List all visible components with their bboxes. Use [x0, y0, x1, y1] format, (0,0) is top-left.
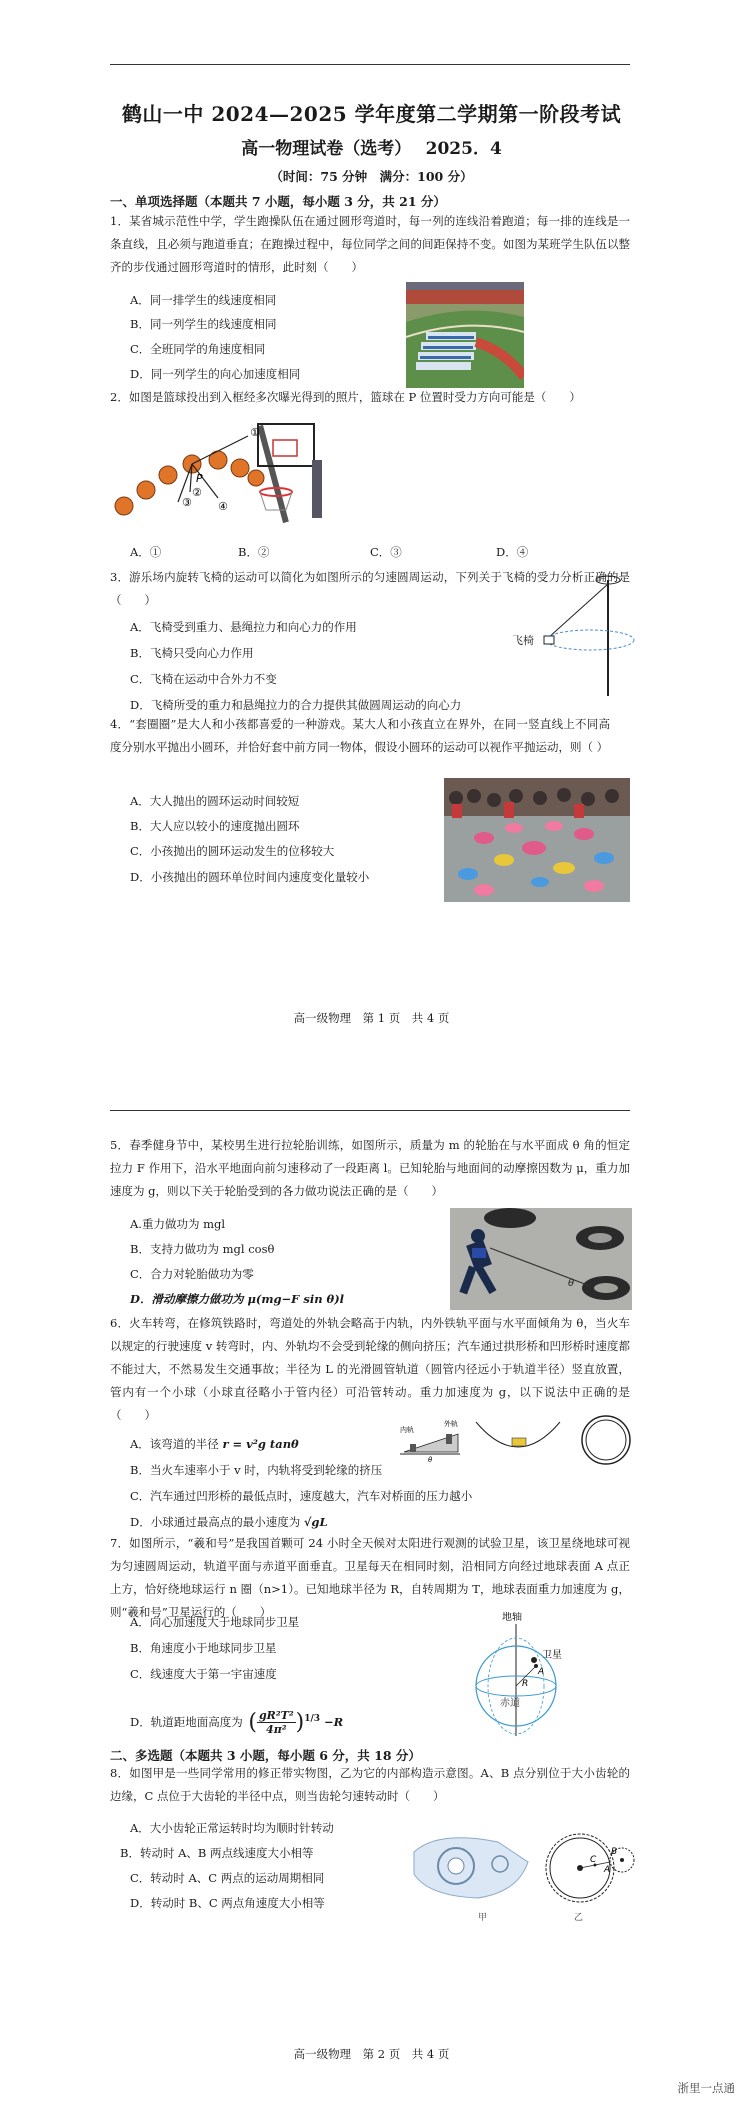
question-3-stem: 3．游乐场内旋转飞椅的运动可以简化为如图所示的匀速圆周运动，下列关于飞椅的受力分析正确的是（ ）	[110, 570, 630, 607]
earth-axis-label: 地轴	[502, 1612, 522, 1623]
q5-option-b[interactable]: B．支持力做功为 mgl cosθ	[130, 1242, 275, 1256]
q7-d-exponent: 1/3	[304, 1714, 321, 1724]
q7-d-numerator: gR²T²	[258, 1709, 294, 1723]
q7-d-tail: −R	[324, 1714, 344, 1729]
question-5-stem: 5．春季健身节中，某校男生进行拉轮胎训练，如图所示，质量为 m 的轮胎在与水平面成 θ 角的恒定拉力 F 作用下，沿水平地面向前匀速移动了一段距离 l。已知轮胎与地面间的动摩擦因数为 μ，重力加速度为 g，则以下关于轮胎受到的各力做功说法正确的是（ ）	[110, 1138, 630, 1198]
radius-label: R	[522, 1679, 529, 1689]
point-a-label: A	[538, 1667, 545, 1677]
q4-option-d[interactable]: D．小孩抛出的圆环单位时间内速度变化量较小	[130, 870, 370, 884]
q7-option-d[interactable]: D．轨道距地面高度为 ( $\frac{\text{gR²T²}}{\text{4π²}}$ )$^{1/3}$ −R	[130, 1709, 344, 1737]
tire-pulling-photo	[450, 1208, 632, 1310]
q3-option-d[interactable]: D．飞椅所受的重力和悬绳拉力的合力提供其做圆周运动的向心力	[130, 698, 462, 712]
figure-yi-label: 乙	[574, 1913, 584, 1923]
q3-option-a[interactable]: A．飞椅受到重力、悬绳拉力和向心力的作用	[130, 620, 357, 634]
q2-options	[130, 544, 560, 560]
q1-option-c[interactable]: C．全班同学的角速度相同	[130, 342, 266, 356]
question-7-stem: 7．如图所示，“羲和号”是我国首颗可 24 小时全天候对太阳进行观测的试验卫星，该卫星绕地球可视为匀速圆周运动，轨道平面与赤道平面垂直。卫星每天在相同时刻，沿相同方向经过地球表面 A 点正上方，恰好绕地球运行 n 圈（n>1）。已知地球半径为 R，自转周期为 T，地球表面重力加速度为 g，则“羲和号”卫星运行的（ ）	[110, 1536, 630, 1619]
q8-option-d[interactable]: D．转动时 B、C 两点角速度大小相等	[130, 1896, 325, 1910]
point-b-gear: B	[611, 1847, 618, 1857]
section-multi-choice: 二、多选题（本题共 3 小题，每小题 6 分，共 18 分）	[110, 1748, 421, 1763]
correction-tape-figure	[408, 1822, 636, 1924]
q5-option-d[interactable]: D．滑动摩擦力做功为 μ(mg−F sin θ)l	[130, 1292, 345, 1306]
flying-chair-figure	[510, 566, 635, 698]
exam-subtitle: 高一物理试卷（选考） 2025．4	[241, 139, 502, 159]
q5-option-c[interactable]: C．合力对轮胎做功为零	[130, 1267, 254, 1281]
q4-option-b[interactable]: B．大人应以较小的速度抛出圆环	[130, 819, 300, 833]
q1-option-b[interactable]: B．同一列学生的线速度相同	[130, 317, 277, 331]
exam-title: 鹤山一中 2024—2025 学年度第二学期第一阶段考试	[121, 102, 622, 126]
q7-option-a[interactable]: A．向心加速度大于地球同步卫星	[130, 1615, 300, 1629]
q1-option-a[interactable]: A．同一排学生的线速度相同	[130, 293, 277, 307]
question-1-stem: 1．某省城示范性中学，学生跑操队伍在通过圆形弯道时，每一列的连线沿着跑道；每一排的连线是一条直线，且必须与跑道垂直；在跑操过程中，每位同学之间的间距保持不变。如图为某班学生队伍以整齐的步伐通过圆形弯道时的情形，此时刻（ ）	[110, 214, 630, 274]
page-1-footer: 高一级物理 第 1 页 共 4 页	[293, 1011, 450, 1025]
q6-option-a[interactable]: A．该弯道的半径 r = v²g tanθ	[130, 1437, 299, 1451]
running-track-photo	[406, 282, 524, 388]
q6-option-d[interactable]: D．小球通过最高点的最小速度为 √gL	[130, 1515, 328, 1529]
q6-option-b[interactable]: B．当火车速率小于 v 时，内轨将受到轮缘的挤压	[130, 1463, 383, 1477]
outer-rail-label: 外轨	[444, 1420, 458, 1428]
label-3: ③	[182, 496, 192, 509]
theta-label-5: θ	[568, 1278, 575, 1289]
top-rule	[110, 64, 630, 65]
q2-option-b[interactable]: B．②	[238, 545, 270, 559]
flying-chair-label: 飞椅	[512, 634, 534, 647]
q7-option-b[interactable]: B．角速度小于地球同步卫星	[130, 1641, 277, 1655]
q8-option-b[interactable]: B．转动时 A、B 两点线速度大小相等	[120, 1846, 314, 1860]
q2-option-c[interactable]: C．③	[370, 545, 402, 559]
page-2-top-rule	[110, 1110, 630, 1111]
q4-option-a[interactable]: A．大人抛出的圆环运动时间较短	[130, 794, 300, 808]
earth-satellite-figure	[470, 1612, 590, 1738]
q7-option-d-text: D．轨道距地面高度为	[130, 1714, 243, 1729]
q6-figures	[398, 1412, 636, 1468]
q8-option-a[interactable]: A．大小齿轮正常运转时均为顺时针转动	[130, 1821, 334, 1835]
q5-option-a[interactable]: A.重力做功为 mgl	[130, 1217, 226, 1231]
label-1: ①	[250, 426, 260, 439]
figure-jia-label: 甲	[478, 1913, 488, 1923]
label-2: ②	[192, 486, 202, 499]
point-a-gear: A	[604, 1865, 611, 1875]
q2-option-a[interactable]: A．①	[130, 545, 162, 559]
time-info: （时间：75 分钟 满分：100 分）	[270, 169, 473, 184]
theta-label-6: θ	[428, 1456, 433, 1464]
page-2	[0, 1060, 743, 2104]
question-4-stem: 4．“套圈圈”是大人和小孩都喜爱的一种游戏。某大人和小孩直立在界外，在同一竖直线上不同高度分别水平抛出小圆环，并恰好套中前方同一物体，假设小圆环的运动可以视作平抛运动，则（ ）	[110, 717, 610, 754]
equator-label: 赤道	[500, 1698, 520, 1709]
point-c-gear: C	[590, 1855, 597, 1865]
q4-option-c[interactable]: C．小孩抛出的圆环运动发生的位移较大	[130, 844, 335, 858]
label-p: P	[196, 472, 203, 485]
basketball-figure	[110, 420, 330, 530]
satellite-label: 卫星	[542, 1650, 562, 1661]
question-6-stem: 6．火车转弯，在修筑铁路时，弯道处的外轨会略高于内轨，内外铁轨平面与水平面倾角为 θ，当火车以规定的行驶速度 v 转弯时，内、外轨均不会受到轮缘的侧向挤压；汽车通过拱形桥和凹形桥时速度都不能过大，不然易发生交通事故；半径为 L 的光滑圆管轨道（圆管内径远小于轨道半径）竖直放置，管内有一个小球（小球直径略小于管内径）可沿管转动。重力加速度为 g，以下说法中正确的是（ ）	[110, 1316, 630, 1422]
ring-toss-photo	[444, 778, 630, 902]
q7-option-c[interactable]: C．线速度大于第一宇宙速度	[130, 1667, 277, 1681]
q3-option-b[interactable]: B．飞椅只受向心力作用	[130, 646, 254, 660]
question-2-stem: 2．如图是篮球投出到入框经多次曝光得到的照片，篮球在 P 位置时受力方向可能是（ ）	[110, 390, 581, 404]
q7-d-denominator: 4π²	[266, 1723, 287, 1737]
q6-option-c[interactable]: C．汽车通过凹形桥的最低点时，速度越大，汽车对桥面的压力越小	[130, 1489, 473, 1503]
section-single-choice: 一、单项选择题（本题共 7 小题，每小题 3 分，共 21 分）	[110, 194, 446, 209]
q3-option-c[interactable]: C．飞椅在运动中合外力不变	[130, 672, 277, 686]
q1-option-d[interactable]: D．同一列学生的向心加速度相同	[130, 367, 301, 381]
watermark-corner: 浙里一点通	[677, 2081, 735, 2095]
label-4: ④	[218, 500, 228, 513]
q8-option-c[interactable]: C．转动时 A、C 两点的运动周期相同	[130, 1871, 325, 1885]
q2-option-d[interactable]: D．④	[496, 545, 529, 559]
question-8-stem: 8．如图甲是一些同学常用的修正带实物图，乙为它的内部构造示意图。A、B 点分别位于大小齿轮的边缘，C 点位于大齿轮的半径中点，则当齿轮匀速转动时（ ）	[110, 1766, 630, 1803]
page-2-footer: 高一级物理 第 2 页 共 4 页	[293, 2047, 450, 2061]
inner-rail-label: 内轨	[400, 1426, 414, 1434]
